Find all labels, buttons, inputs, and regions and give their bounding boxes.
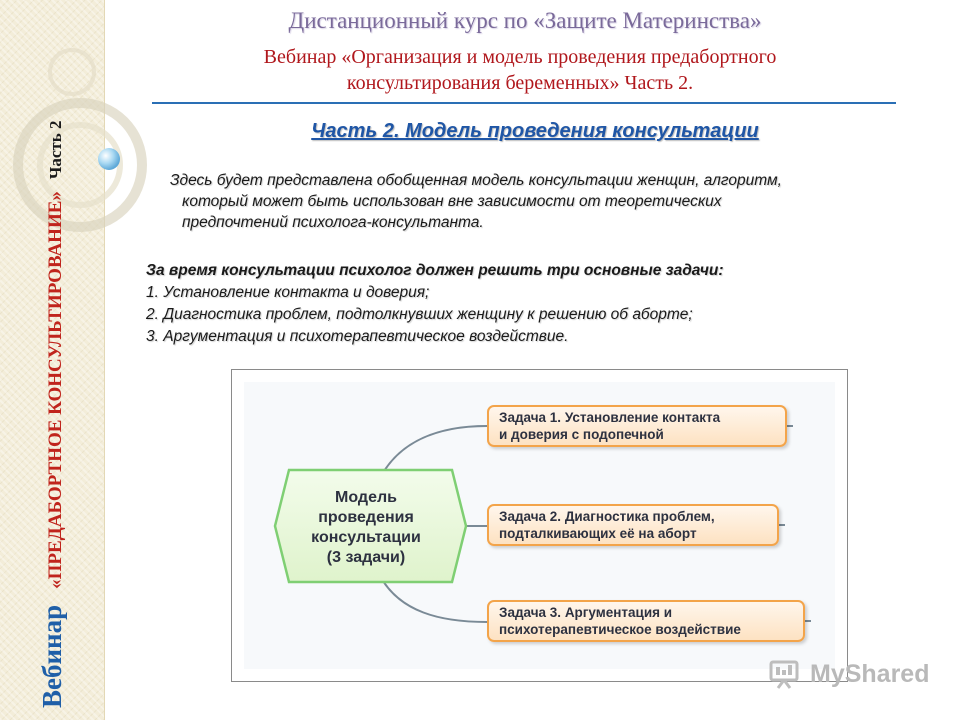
task-box-1: [487, 405, 787, 447]
task-box-line: психотерапевтическое воздействие: [499, 622, 741, 637]
intro-line: который может быть использован вне зависимости от теоретических: [182, 193, 722, 210]
intro-line: Здесь будет представлена обобщенная модель консультации женщин, алгоритм,: [170, 172, 782, 189]
webinar-title-line1: Вебинар «Организация и модель проведения предабортного: [263, 46, 777, 68]
diagram-center-label: [276, 480, 456, 576]
presentation-icon: [768, 658, 804, 690]
task-box-line: и доверия с подопечной: [499, 427, 664, 442]
task-box-line: Задача 3. Аргументация и: [499, 605, 673, 620]
center-line: (3 задачи): [326, 549, 406, 566]
task-box-line: Задача 2. Диагностика проблем,: [499, 509, 715, 524]
center-line: Модель: [335, 489, 397, 506]
watermark: [768, 656, 929, 692]
center-line: консультации: [311, 529, 421, 546]
task-box-line: подталкивающих её на аборт: [499, 526, 697, 541]
task-box-2: [487, 504, 779, 546]
watermark-text: MyShared: [810, 659, 930, 688]
sidebar-topic-label: «ПРЕДАБОРТНОЕ КОНСУЛЬТИРОВАНИЕ»: [45, 191, 66, 589]
tasks-lead: За время консультации психолог должен решить три основные задачи:: [146, 262, 724, 279]
section-heading: Часть 2. Модель проведения консультации: [311, 120, 759, 142]
task-box-3: [487, 600, 805, 642]
webinar-title-line2: консультирования беременных» Часть 2.: [346, 72, 694, 94]
intro-line: предпочтений психолога-консультанта.: [182, 214, 484, 231]
task-list-item: 3. Аргументация и психотерапевтическое воздействие.: [146, 328, 569, 345]
course-title: Дистанционный курс по «Защите Материнства»: [288, 8, 762, 33]
task-list-item: 1. Установление контакта и доверия;: [146, 284, 430, 301]
task-list-item: 2. Диагностика проблем, подтолкнувших женщину к решению об аборте;: [146, 306, 693, 323]
center-line: проведения: [318, 509, 414, 526]
sidebar-webinar-label: Вебинар: [37, 604, 67, 708]
task-box-line: Задача 1. Установление контакта: [499, 410, 721, 425]
sidebar-part-label: Часть 2: [46, 120, 65, 180]
